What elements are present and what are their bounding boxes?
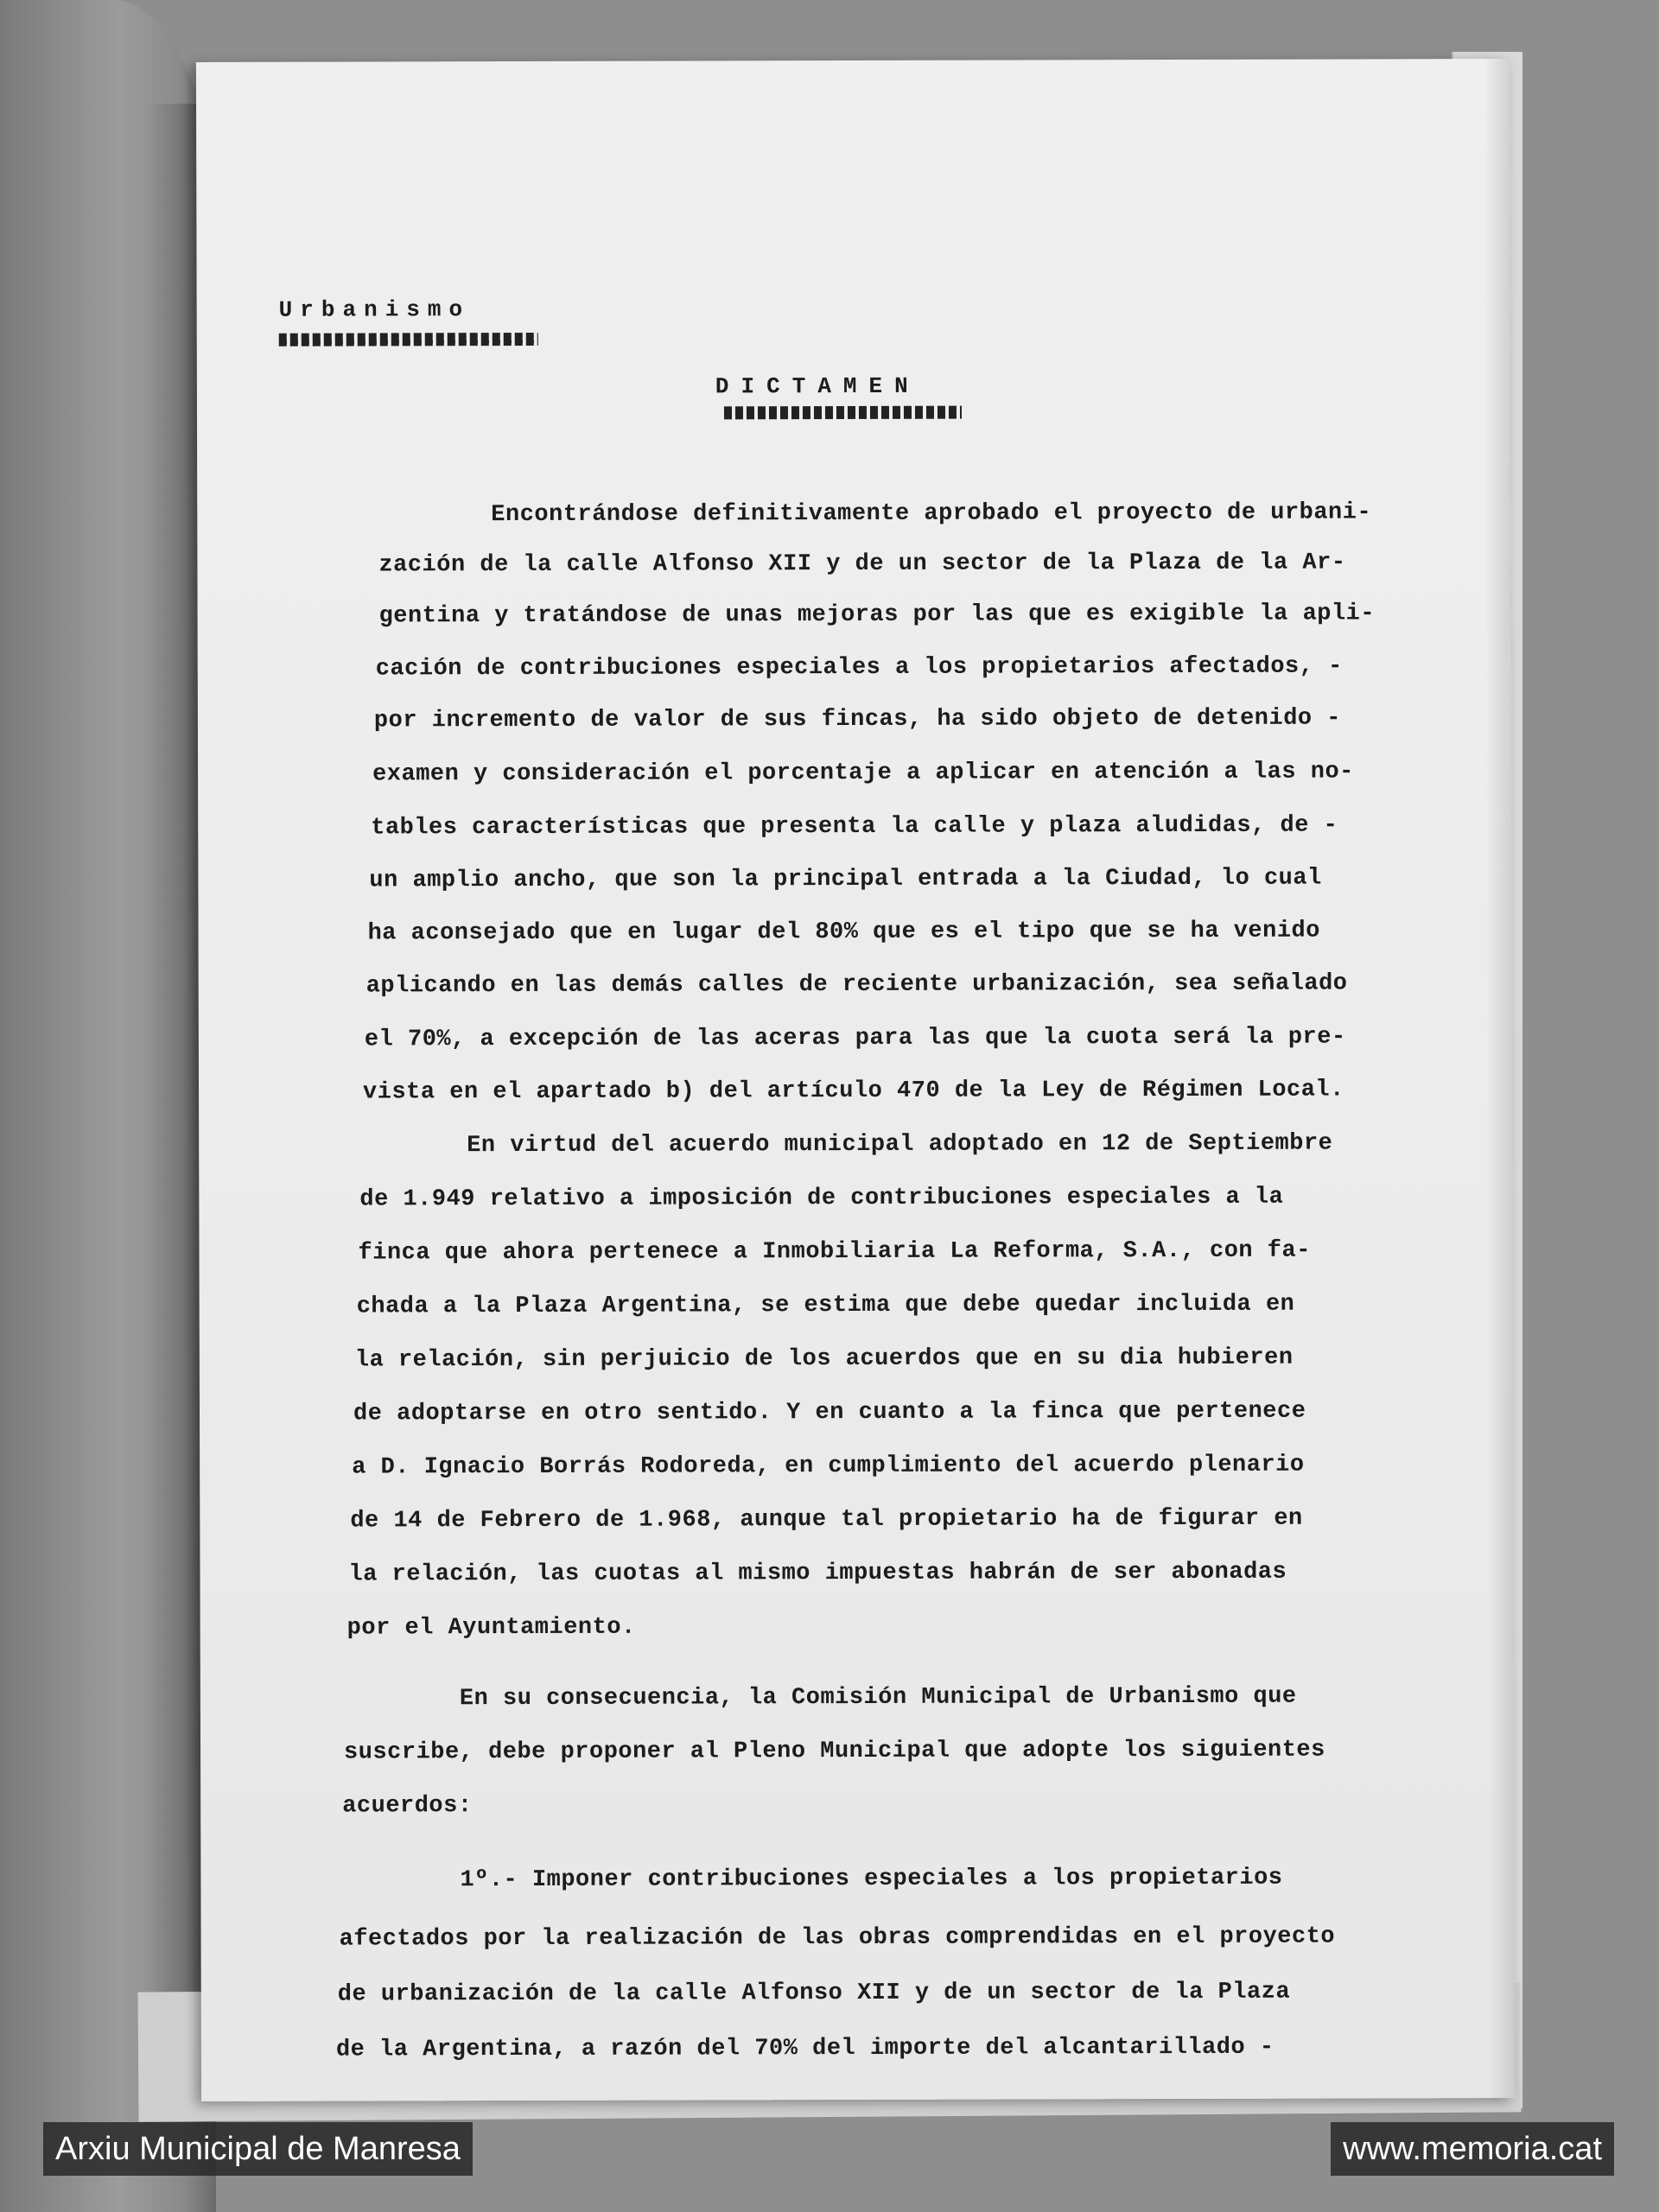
body-line: gentina y tratándose de unas mejoras por las que es exigible la apli- — [378, 601, 1376, 630]
body-line: En virtud del acuerdo municipal adoptado en 12 de Septiembre — [467, 1130, 1333, 1160]
body-line: vista en el apartado b) del artículo 470 de la Ley de Régimen Local. — [362, 1077, 1344, 1106]
body-line: examen y consideración el porcentaje a aplicar en atención a las no- — [372, 759, 1354, 788]
document-title-underline — [724, 406, 962, 420]
body-line: de la Argentina, a razón del 70% del importe del alcantarillado - — [335, 2034, 1274, 2063]
body-line: afectados por la realización de las obras comprendidas en el proyecto — [339, 1923, 1336, 1953]
body-line: 1º.- Imponer contribuciones especiales a los propietarios — [460, 1865, 1283, 1894]
body-line: ha aconsejado que en lugar del 80% que es el tipo que se ha venido — [367, 918, 1320, 947]
document-title: DICTAMEN — [715, 372, 920, 400]
section-heading: Urbanismo — [278, 296, 471, 323]
body-line: por incremento de valor de sus fincas, ha sido objeto de detenido - — [373, 705, 1342, 734]
body-line: de 14 de Febrero de 1.968, aunque tal propietario ha de figurar en — [350, 1505, 1303, 1535]
website-watermark: www.memoria.cat — [1331, 2122, 1614, 2176]
body-line: el 70%, a excepción de las aceras para las que la cuota será la pre- — [364, 1024, 1346, 1053]
body-line: aplicando en las demás calles de reciente urbanización, sea señalado — [365, 970, 1348, 1000]
archive-watermark: Arxiu Municipal de Manresa — [43, 2122, 473, 2176]
body-line: la relación, sin perjuicio de los acuerdos que en su dia hubieren — [354, 1344, 1294, 1374]
body-line: zación de la calle Alfonso XII y de un sector de la Plaza de la Ar- — [378, 550, 1346, 579]
body-line: cación de contribuciones especiales a los propietarios afectados, - — [375, 653, 1343, 683]
body-line: por el Ayuntamiento. — [346, 1614, 636, 1642]
body-line: un amplio ancho, que son la principal entrada a la Ciudad, lo cual — [369, 865, 1322, 894]
body-line: de 1.949 relativo a imposición de contribuciones especiales a la — [359, 1184, 1284, 1213]
body-line: de adoptarse en otro sentido. Y en cuanto a la finca que pertenece — [353, 1398, 1306, 1427]
body-line: En su consecuencia, la Comisión Municipal de Urbanismo que — [459, 1683, 1297, 1713]
document-page — [196, 59, 1515, 2101]
body-line: la relación, las cuotas al mismo impuestas habrán de ser abonadas — [348, 1559, 1287, 1588]
body-line: tables características que presenta la calle y plaza aludidas, de - — [371, 812, 1338, 842]
body-line: Encontrándose definitivamente aprobado el proyecto de urbani- — [491, 499, 1372, 529]
typed-text — [196, 59, 1515, 2101]
section-heading-underline — [279, 333, 538, 346]
body-line: a D. Ignacio Borrás Rodoreda, en cumplimiento del acuerdo plenario — [352, 1452, 1305, 1481]
body-line: finca que ahora pertenece a Inmobiliaria La Reforma, S.A., con fa- — [358, 1237, 1311, 1267]
body-line: chada a la Plaza Argentina, se estima que debe quedar incluida en — [356, 1291, 1295, 1320]
body-line: de urbanización de la calle Alfonso XII y de un sector de la Plaza — [337, 1979, 1291, 2008]
body-line: acuerdos: — [342, 1793, 473, 1820]
body-line: suscribe, debe proponer al Pleno Municipal que adopte los siguientes — [343, 1737, 1325, 1766]
